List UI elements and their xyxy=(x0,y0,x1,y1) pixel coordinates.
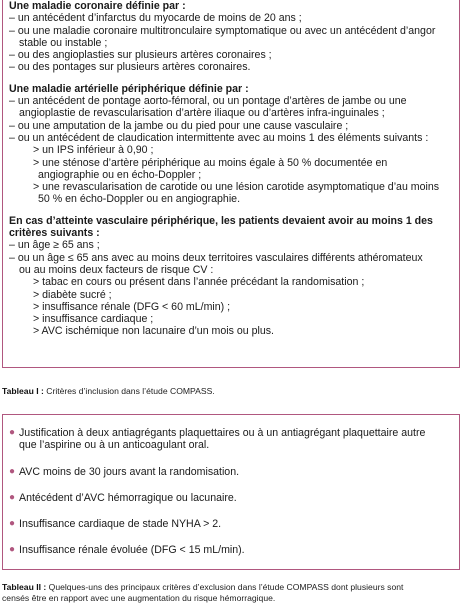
exclusion-item-text: que l’aspirine ou à un anticoagulant oral. xyxy=(19,439,210,452)
table2-caption-text: Quelques-uns des principaux critères d’exclusion dans l’étude COMPASS dont plusieurs sont xyxy=(46,582,404,592)
criteria-subline: > un IPS inférieur à 0,90 ; xyxy=(33,144,154,157)
exclusion-item-text: Insuffisance rénale évoluée (DFG < 15 mL/min). xyxy=(19,544,245,557)
criteria-line: – un âge ≥ 65 ans ; xyxy=(9,239,100,252)
criteria-line: – ou un âge ≤ 65 ans avec au moins deux territoires vasculaires différents athéromateux xyxy=(9,251,423,264)
criteria-subline: angiographie ou en écho-Doppler ; xyxy=(38,168,202,181)
exclusion-item-text: Antécédent d’AVC hémorragique ou lacunaire. xyxy=(19,491,237,504)
inclusion-criteria-content xyxy=(9,0,455,338)
peripheral-criteria-heading-1: En cas d’atteinte vasculaire périphérique, les patients devaient avoir au moins 1 des xyxy=(9,214,433,227)
exclusion-criteria-content xyxy=(9,427,455,571)
criteria-subline: 50 % en écho-Doppler ou en angiographie. xyxy=(38,193,241,206)
exclusion-item xyxy=(9,492,455,504)
table2-caption-number: Tableau II : xyxy=(2,582,47,592)
table1-caption xyxy=(2,386,462,397)
exclusion-item xyxy=(9,544,455,556)
criteria-line: – ou une amputation de la jambe ou du pied pour une cause vasculaire ; xyxy=(9,119,349,132)
table1-caption-text: Critères d’inclusion dans l’étude COMPASS. xyxy=(43,386,215,396)
criteria-subline: > AVC ischémique non lacunaire d’un mois ou plus. xyxy=(33,325,274,338)
criteria-subline: > insuffisance cardiaque ; xyxy=(33,313,154,326)
criteria-subline: > tabac en cours ou présent dans l’année précédant la randomisation ; xyxy=(33,276,365,289)
criteria-line: angioplastie de revascularisation d’artère iliaque ou d’artères infra-inguinales ; xyxy=(19,107,385,120)
inclusion-criteria-box xyxy=(2,0,460,368)
table1-caption-number: Tableau I : xyxy=(2,386,44,396)
bullet-icon: ● xyxy=(9,544,16,556)
criteria-subline: > une sténose d’artère périphérique au moins égale à 50 % documentée en xyxy=(33,156,388,169)
peripheral-criteria-heading-2: critères suivants : xyxy=(9,227,100,240)
criteria-line: – ou des angioplasties sur plusieurs artères coronaires ; xyxy=(9,49,272,62)
criteria-line: stable ou instable ; xyxy=(19,36,108,49)
criteria-subline: > diabète sucré ; xyxy=(33,288,112,301)
exclusion-item xyxy=(9,427,455,452)
criteria-line: ou au moins deux facteurs de risque CV : xyxy=(19,263,214,276)
exclusion-item-text: Insuffisance cardiaque de stade NYHA > 2. xyxy=(19,518,222,531)
criteria-line: – un antécédent de pontage aorto-fémoral, ou un pontage d’artères de jambe ou une xyxy=(9,95,407,108)
bullet-icon: ● xyxy=(9,518,16,530)
peripheral-disease-heading: Une maladie artérielle périphérique définie par : xyxy=(9,82,249,95)
exclusion-item xyxy=(9,466,455,478)
table2-caption-text-2: censés être en rapport avec une augmentation du risque hémorragique. xyxy=(2,592,276,603)
criteria-line: – ou des pontages sur plusieurs artères coronaires. xyxy=(9,61,251,74)
criteria-line: – ou un antécédent de claudication intermittente avec au moins 1 des éléments suivants : xyxy=(9,131,429,144)
exclusion-item-text: Justification à deux antiagrégants plaquettaires ou à un antiagrégant plaquettaire autre xyxy=(19,427,426,439)
criteria-subline: > une revascularisation de carotide ou une lésion carotide asymptomatique d’au moins xyxy=(33,181,440,194)
exclusion-criteria-box xyxy=(2,414,460,570)
bullet-icon: ● xyxy=(9,427,16,438)
criteria-subline: > insuffisance rénale (DFG < 60 mL/min) ; xyxy=(33,300,231,313)
exclusion-item xyxy=(9,518,455,530)
bullet-icon: ● xyxy=(9,491,16,503)
bullet-icon: ● xyxy=(9,465,16,477)
coronary-disease-heading: Une maladie coronaire définie par : xyxy=(9,0,186,12)
criteria-line: – ou une maladie coronaire multitronculaire symptomatique ou avec un antécédent d’angor xyxy=(9,24,436,37)
criteria-line: – un antécédent d’infarctus du myocarde de moins de 20 ans ; xyxy=(9,12,302,25)
exclusion-item-text: AVC moins de 30 jours avant la randomisation. xyxy=(19,465,240,478)
